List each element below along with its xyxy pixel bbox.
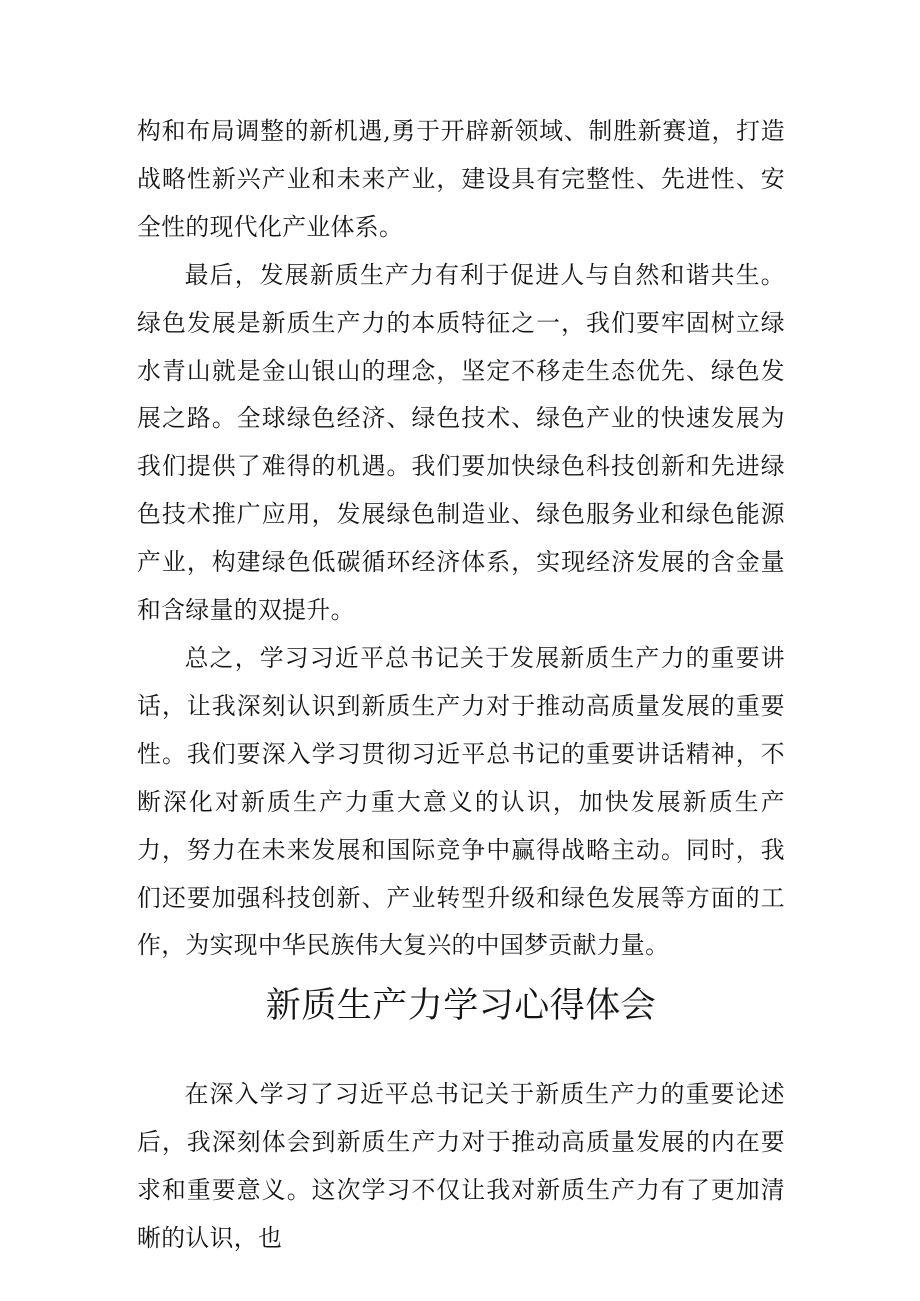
section-heading: 新质生产力学习心得体会 (265, 986, 657, 1027)
paragraph-intro: 在深入学习了习近平总书记关于新质生产力的重要论述后，我深刻体会到新质生产力对于推动高质量发展的内在要求和重要意义。这次学习不仅让我对新质生产力有了更加清晰的认识，也 (137, 1080, 785, 1253)
paragraph-green-development: 最后，发展新质生产力有利于促进人与自然和谐共生。绿色发展是新质生产力的本质特征之一，我们要牢固树立绿水青山就是金山银山的理念，坚定不移走生态优先、绿色发展之路。全球绿色经济、绿色技术、绿色产业的快速发展为我们提供了难得的机遇。我们要加快绿色科技创新和先进绿色技术推广应用，发展绿色制造业、绿色服务业和绿色能源产业，构建绿色低碳循环经济体系，实现经济发展的含金量和含绿量的双提升。 (137, 260, 785, 625)
paragraph-continuation: 构和布局调整的新机遇,勇于开辟新领域、制胜新赛道，打造战略性新兴产业和未来产业，建设具有完整性、先进性、安全性的现代化产业体系。 (137, 117, 785, 241)
paragraph-conclusion: 总之，学习习近平总书记关于发展新质生产力的重要讲话，让我深刻认识到新质生产力对于推动高质量发展的重要性。我们要深入学习贯彻习近平总书记的重要讲话精神，不断深化对新质生产力重大意义的认识，加快发展新质生产力，努力在未来发展和国际竞争中赢得战略主动。同时，我们还要加强科技创新、产业转型升级和绿色发展等方面的工作，为实现中华民族伟大复兴的中国梦贡献力量。 (137, 643, 785, 960)
document-page (137, 108, 785, 1263)
